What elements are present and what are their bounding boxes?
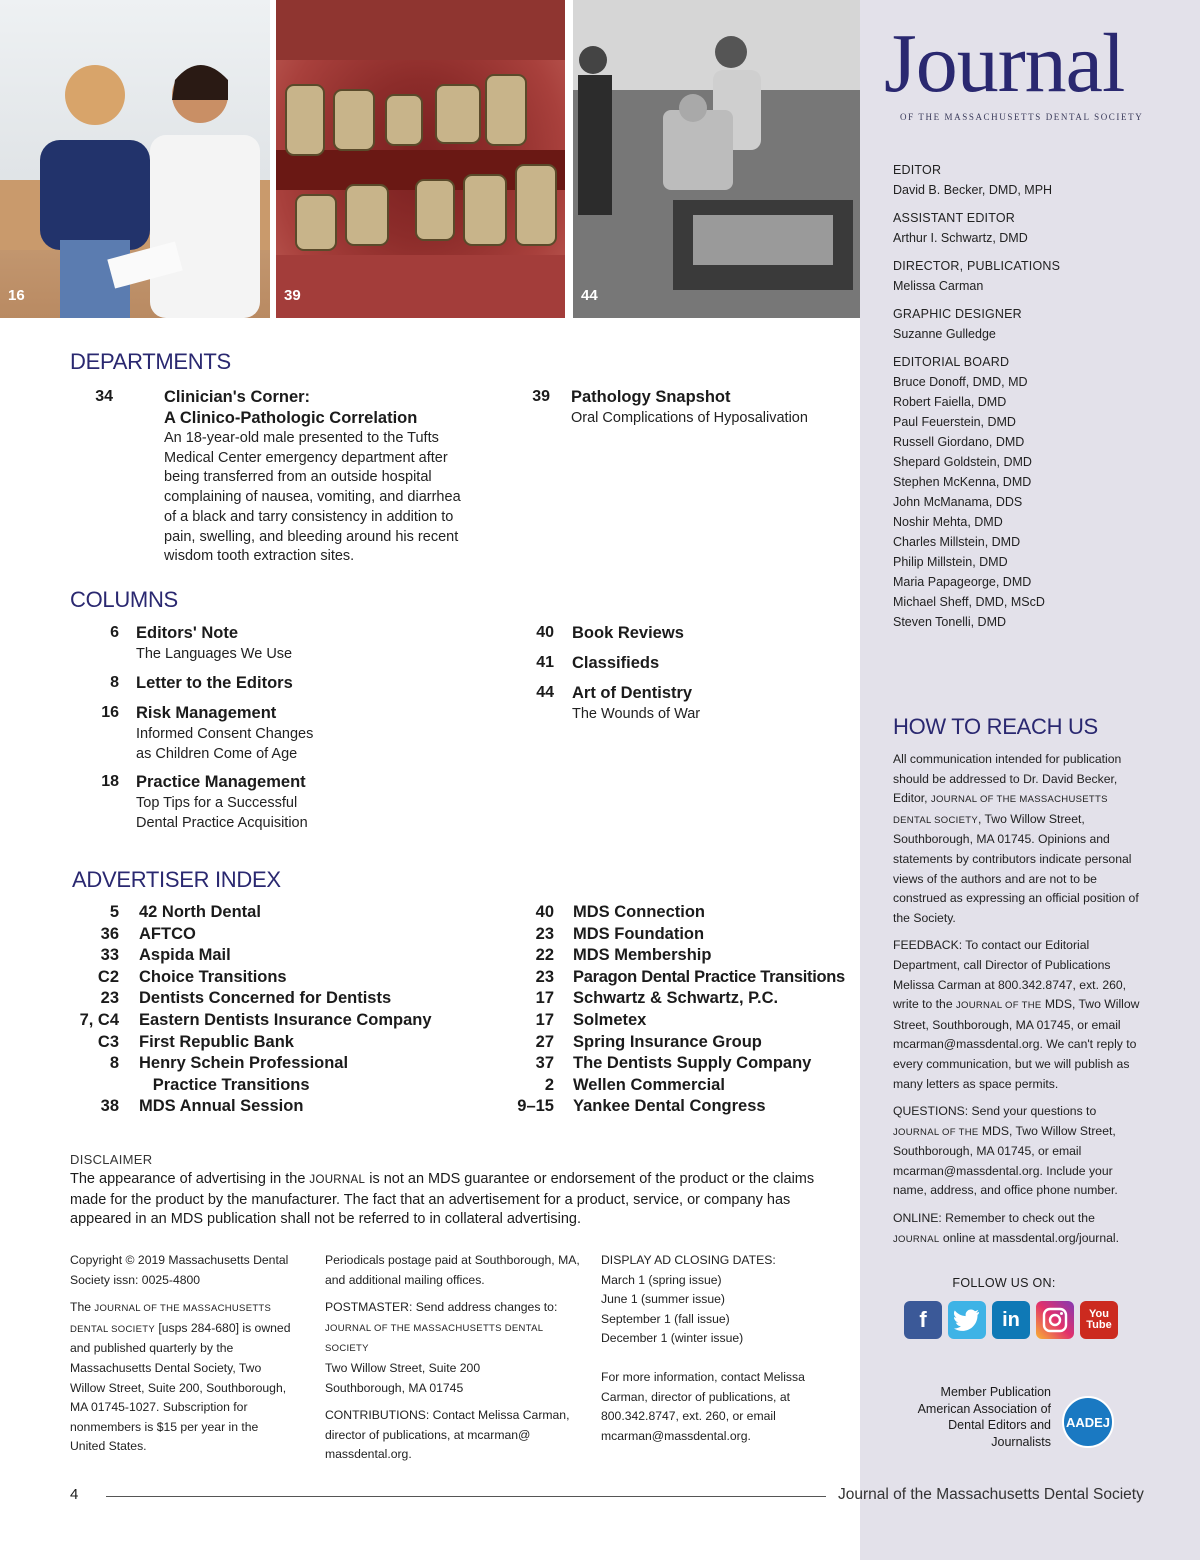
- publication-info-part: [usps 284-680] is owned and published quarterly by the Massachusetts Dental Society, Two Willow Street, Suite 200, Southborough, MA 01745-1027. Subscription for nonmembers is $15 per year in the United States.: [70, 1320, 291, 1454]
- board-member: Shepard Goldstein, DMD: [893, 455, 1032, 469]
- entry-page-number: 44: [536, 684, 554, 701]
- advertiser-row[interactable]: [510, 1053, 855, 1075]
- advertiser-name: The Dentists Supply Company: [573, 1054, 812, 1073]
- advertiser-page: 8: [109, 1054, 119, 1073]
- advertiser-page: 7, C4: [79, 1010, 119, 1029]
- entry-description: Dental Practice Acquisition: [136, 815, 308, 831]
- reach-text: FEEDBACK: To contact our Editorial Department, call Director of Publications Melissa Carman at 800.342.8747, ext. 260, write to the: [893, 938, 1127, 1012]
- publication-info-part: The: [70, 1300, 95, 1315]
- department-entry[interactable]: [70, 387, 480, 567]
- entry-title: Book Reviews: [572, 624, 684, 642]
- reach-text: QUESTIONS: Send your questions to: [893, 1104, 1097, 1119]
- ad-dates-heading: DISPLAY AD CLOSING DATES:: [601, 1253, 776, 1267]
- copyright-text: Copyright © 2019 Massachusetts Dental Society issn: 0025-4800: [70, 1253, 289, 1287]
- photo-page-number: 39: [284, 287, 301, 304]
- advertiser-page: 2: [544, 1075, 554, 1094]
- advertiser-page: C2: [97, 967, 119, 986]
- photo-field-illustration: [573, 0, 860, 318]
- advertiser-row[interactable]: [70, 1053, 470, 1075]
- column-entry[interactable]: [510, 683, 840, 724]
- disclaimer-part: The appearance of advertising in the: [70, 1171, 310, 1187]
- board-member: Robert Faiella, DMD: [893, 395, 1007, 409]
- footer-rule: [106, 1496, 826, 1497]
- staff-role: EDITORIAL BOARD: [893, 355, 1010, 369]
- advertiser-row[interactable]: [70, 988, 470, 1010]
- page-number: 4: [70, 1486, 79, 1503]
- entry-title: Art of Dentistry: [572, 684, 693, 702]
- aadej-logo: AADEJ: [1062, 1396, 1114, 1448]
- disclaimer-heading: DISCLAIMER: [70, 1152, 153, 1167]
- footer-postal-column: [325, 1251, 580, 1473]
- journal-name: JOURNAL OF THE MASSACHUSETTS DENTAL SOCIETY: [70, 1303, 272, 1335]
- publication-info: [70, 1298, 295, 1457]
- entry-page-number: 40: [536, 624, 554, 641]
- entry-description: An 18-year-old male presented to the Tufts Medical Center emergency department after being transferred from an outside hospital complaining of nausea, vomiting, and diarrhea of a black and tarry consistency in addition to pain, swelling, and bleeding around his recent wisdom tooth extraction sites.: [164, 430, 461, 565]
- postmaster-address: Southborough, MA 01745: [325, 1380, 464, 1395]
- board-member: Steven Tonelli, DMD: [893, 615, 1007, 629]
- advertiser-name: Spring Insurance Group: [573, 1032, 762, 1051]
- board-member: Philip Millstein, DMD: [893, 555, 1008, 569]
- column-entry[interactable]: [510, 653, 840, 674]
- journal-name: JOURNAL: [309, 1174, 366, 1186]
- advertiser-name: MDS Foundation: [573, 924, 705, 943]
- reach-heading: HOW TO REACH US: [893, 714, 1098, 739]
- advertiser-page: 5: [109, 903, 119, 921]
- disclaimer-part: is not an MDS guarantee or endorsement of the product or the claims made for the product by the manufacturer. The fact that an advertisement for a product, service, or company has appeared in an MDS publication shall not be referred to in collateral advertising.: [70, 1171, 815, 1227]
- advertiser-list-left: [70, 902, 470, 1118]
- advertiser-page: 38: [100, 1097, 119, 1116]
- board-member: Michael Sheff, DMD, MScD: [893, 595, 1045, 609]
- entry-page-number: 41: [536, 654, 554, 671]
- advertiser-name: 42 North Dental: [139, 903, 261, 921]
- advertiser-name: Schwartz & Schwartz, P.C.: [573, 989, 779, 1008]
- photo-teeth-closeup: [276, 0, 565, 318]
- online-paragraph: [893, 1209, 1143, 1249]
- column-entry[interactable]: [70, 703, 400, 764]
- follow-us-label: FOLLOW US ON:: [952, 1276, 1056, 1290]
- entry-title: Letter to the Editors: [136, 674, 293, 692]
- reach-text: All communication intended for publication should be addressed to Dr. David Becker, Editor,: [893, 752, 1122, 806]
- board-member: Stephen McKenna, DMD: [893, 475, 1032, 489]
- advertiser-row[interactable]: [510, 924, 855, 946]
- column-entry[interactable]: [70, 772, 400, 833]
- advertiser-row[interactable]: [70, 1096, 470, 1118]
- advertiser-row[interactable]: [510, 967, 855, 989]
- reach-text: ONLINE: Remember to check out the: [893, 1211, 1095, 1226]
- footer-copyright-column: [70, 1251, 295, 1465]
- advertiser-name: First Republic Bank: [139, 1032, 294, 1051]
- reach-section: [893, 750, 1143, 1257]
- staff-role: DIRECTOR, PUBLICATIONS: [893, 259, 1061, 273]
- column-entry[interactable]: [70, 673, 400, 694]
- columns-heading: COLUMNS: [70, 587, 178, 612]
- staff-list: [893, 160, 1173, 640]
- photo-people-illustration: [0, 0, 270, 318]
- feedback-paragraph: [893, 936, 1143, 1094]
- staff-role: EDITOR: [893, 163, 942, 177]
- advertiser-page: 33: [100, 946, 119, 965]
- photo-page-number: 16: [8, 287, 25, 304]
- advertiser-page: 23: [535, 967, 554, 986]
- postmaster-address: Two Willow Street, Suite 200: [325, 1360, 481, 1375]
- youtube-icon[interactable]: You Tube: [1080, 1301, 1118, 1339]
- entry-page-number: 6: [110, 624, 119, 641]
- advertiser-name: MDS Membership: [573, 946, 712, 965]
- board-member: John McManama, DDS: [893, 495, 1023, 509]
- journal-name: JOURNAL OF THE: [956, 1000, 1042, 1012]
- advertiser-name: Dentists Concerned for Dentists: [139, 989, 392, 1008]
- advertiser-page: 23: [535, 924, 554, 943]
- photo-patient-and-doctor: [0, 0, 270, 318]
- advertiser-name: MDS Annual Session: [139, 1097, 304, 1116]
- ad-date-item: September 1 (fall issue): [601, 1311, 730, 1326]
- advertiser-row[interactable]: [70, 945, 470, 967]
- advertiser-row[interactable]: [70, 902, 470, 924]
- board-member: Noshir Mehta, DMD: [893, 515, 1003, 529]
- advertiser-page: 36: [100, 924, 119, 943]
- advertiser-row[interactable]: [510, 902, 855, 924]
- entry-page-number: 18: [101, 773, 119, 790]
- advertiser-row[interactable]: [510, 945, 855, 967]
- staff-name: Suzanne Gulledge: [893, 327, 996, 341]
- ad-date-item: June 1 (summer issue): [601, 1292, 725, 1307]
- entry-description: The Wounds of War: [572, 706, 701, 722]
- staff-block: [893, 160, 1173, 200]
- ad-date-item: December 1 (winter issue): [601, 1331, 744, 1346]
- advertiser-page: 27: [535, 1032, 554, 1051]
- entry-description: Informed Consent Changes: [136, 726, 314, 742]
- contributions-text: CONTRIBUTIONS: Contact Melissa Carman, director of publications, at mcarman@ massdental.org.: [325, 1408, 570, 1462]
- photo-page-number: 44: [581, 287, 598, 304]
- column-entry[interactable]: [70, 623, 400, 664]
- entry-description: Top Tips for a Successful: [136, 795, 298, 811]
- advertiser-name: Yankee Dental Congress: [573, 1097, 766, 1116]
- footer-ad-dates-column: [601, 1251, 846, 1446]
- journal-name: JOURNAL: [893, 1233, 940, 1245]
- advertiser-row[interactable]: [70, 967, 470, 989]
- advertiser-row[interactable]: [510, 988, 855, 1010]
- board-member: Maria Papageorge, DMD: [893, 575, 1032, 589]
- social-icons: [904, 1301, 1118, 1339]
- entry-title: Pathology Snapshot: [571, 388, 731, 406]
- staff-block: [893, 304, 1173, 344]
- board-member: Paul Feuerstein, DMD: [893, 415, 1016, 429]
- masthead-title: Journal: [884, 17, 1125, 110]
- disclaimer-text: [70, 1170, 830, 1230]
- advertiser-list-right: [510, 902, 855, 1118]
- advertiser-row[interactable]: [70, 924, 470, 946]
- advertiser-page: 22: [535, 946, 554, 965]
- department-entry[interactable]: [510, 387, 840, 428]
- reach-text: MDS, Two Willow Street, Southborough, MA 01745, or email mcarman@massdental.org. Include your name, address, and office phone number.: [893, 1123, 1118, 1198]
- advertiser-row[interactable]: [510, 1032, 855, 1054]
- entry-title: Editors' Note: [136, 624, 239, 642]
- masthead-subtitle: OF THE MASSACHUSETTS DENTAL SOCIETY: [900, 112, 1144, 122]
- board-member: Russell Giordano, DMD: [893, 435, 1025, 449]
- advertiser-page: 23: [100, 989, 119, 1008]
- reach-text: MDS, Two Willow Street, Southborough, MA 01745, or email mcarman@massdental.org. We can't reply to every communication, but we will publish as many letters as space permits.: [893, 997, 1140, 1091]
- entry-page-number: 39: [532, 388, 550, 405]
- advertiser-page: 9–15: [517, 1097, 554, 1116]
- photo-teeth-illustration: [276, 0, 565, 318]
- advertiser-name: MDS Connection: [573, 903, 705, 921]
- advertiser-page: [70, 1075, 119, 1097]
- reach-paragraph: [893, 750, 1143, 928]
- postmaster-label: POSTMASTER: Send address changes to:: [325, 1300, 558, 1315]
- instagram-icon[interactable]: [1036, 1301, 1074, 1339]
- entry-page-number: 34: [95, 388, 113, 405]
- reach-text: online at massdental.org/journal.: [939, 1230, 1119, 1245]
- more-info-text: For more information, contact Melissa Carman, director of publications, at 800.342.8747, ext. 260, or email mcarman@massdental.org.: [601, 1369, 805, 1443]
- advertiser-row[interactable]: [70, 1010, 470, 1032]
- advertiser-name: Paragon Dental Practice Transitions: [573, 967, 845, 986]
- staff-name: Melissa Carman: [893, 279, 984, 293]
- journal-name: JOURNAL OF THE: [893, 1126, 979, 1138]
- member-publication-text: Member Publication American Association of Dental Editors and Journalists: [917, 1385, 1051, 1449]
- journal-name: JOURNAL OF THE MASSACHUSETTS DENTAL SOCIETY: [325, 1322, 543, 1355]
- advertiser-page: 40: [535, 903, 554, 921]
- entry-description: The Languages We Use: [136, 646, 293, 662]
- staff-block: [893, 208, 1173, 248]
- departments-heading: DEPARTMENTS: [70, 349, 231, 374]
- advertiser-page: 17: [535, 1010, 554, 1029]
- advertiser-row[interactable]: [70, 1075, 470, 1097]
- entry-title: Classifieds: [572, 654, 660, 672]
- postage-text: Periodicals postage paid at Southborough, MA, and additional mailing offices.: [325, 1253, 580, 1287]
- reach-text: , Two Willow Street, Southborough, MA 01745. Opinions and statements by contributors indicate personal views of the authors and are not to be construed as expressing an official position of the Society.: [893, 811, 1139, 925]
- ad-date-item: March 1 (spring issue): [601, 1272, 722, 1287]
- advertiser-name: AFTCO: [139, 924, 196, 943]
- staff-role: ASSISTANT EDITOR: [893, 211, 1015, 225]
- running-title: Journal of the Massachusetts Dental Society: [838, 1486, 1144, 1503]
- questions-paragraph: [893, 1102, 1143, 1201]
- linkedin-icon[interactable]: in: [992, 1301, 1030, 1339]
- advertiser-name: Wellen Commercial: [573, 1075, 725, 1094]
- entry-description: as Children Come of Age: [136, 746, 298, 762]
- column-entry[interactable]: [510, 623, 840, 644]
- advertiser-name: Eastern Dentists Insurance Company: [139, 1010, 432, 1029]
- entry-description: Oral Complications of Hyposalivation: [571, 410, 808, 426]
- advertiser-row[interactable]: [70, 1032, 470, 1054]
- advertiser-name: Aspida Mail: [139, 946, 231, 965]
- entry-title: A Clinico-Pathologic Correlation: [164, 409, 418, 427]
- advertiser-row[interactable]: [510, 1075, 855, 1097]
- advertiser-page: 37: [535, 1054, 554, 1073]
- masthead: [884, 17, 1144, 122]
- entry-page-number: 8: [110, 674, 119, 691]
- board-member: Bruce Donoff, DMD, MD: [893, 375, 1028, 389]
- staff-role: GRAPHIC DESIGNER: [893, 307, 1022, 321]
- advertiser-name: Solmetex: [573, 1010, 647, 1029]
- staff-block: [893, 256, 1173, 296]
- advertiser-index-heading: ADVERTISER INDEX: [72, 867, 281, 892]
- entry-title: Practice Management: [136, 773, 306, 791]
- facebook-icon[interactable]: f: [904, 1301, 942, 1339]
- advertiser-row[interactable]: [510, 1096, 855, 1118]
- staff-name: David B. Becker, DMD, MPH: [893, 183, 1053, 197]
- board-member: Charles Millstein, DMD: [893, 535, 1021, 549]
- advertiser-page: 17: [535, 989, 554, 1008]
- advertiser-name: Practice Transitions: [139, 1075, 310, 1094]
- postmaster-text: [325, 1298, 580, 1398]
- entry-title: Risk Management: [136, 704, 277, 722]
- advertiser-name: Henry Schein Professional: [139, 1054, 349, 1073]
- advertiser-row[interactable]: [510, 1010, 855, 1032]
- entry-title: Clinician's Corner:: [164, 388, 311, 406]
- advertiser-page: C3: [97, 1032, 119, 1051]
- entry-page-number: 16: [101, 704, 119, 721]
- twitter-icon[interactable]: [948, 1301, 986, 1339]
- advertiser-name: Choice Transitions: [139, 967, 287, 986]
- staff-name: Arthur I. Schwartz, DMD: [893, 231, 1028, 245]
- editorial-board: [893, 352, 1173, 632]
- journal-name: JOURNAL OF THE MASSACHUSETTS DENTAL SOCIETY: [893, 794, 1108, 826]
- photo-field-dentistry: [573, 0, 860, 318]
